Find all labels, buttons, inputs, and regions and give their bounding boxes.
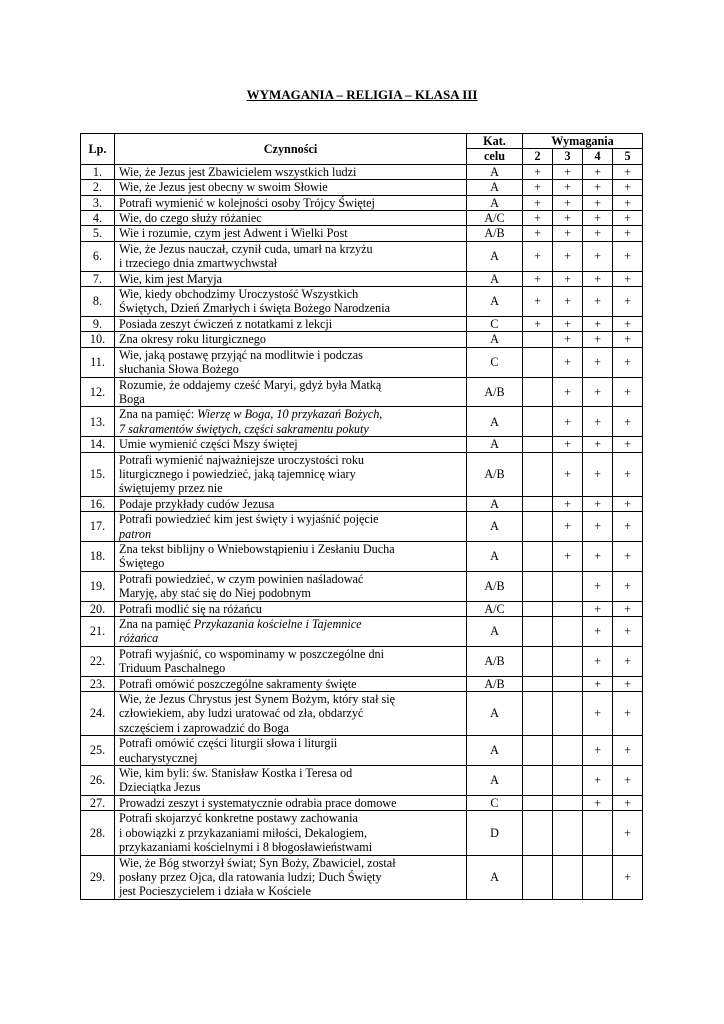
requirement-mark: +: [523, 211, 553, 226]
row-description: [115, 377, 467, 407]
requirement-mark: +: [583, 452, 613, 496]
requirement-mark: [523, 646, 553, 676]
row-category: A: [467, 407, 523, 437]
description-text: Wie, że Jezus jest Zbawicielem wszystkich ludzi: [119, 164, 357, 179]
table-row: [81, 855, 643, 899]
row-category: A: [467, 736, 523, 766]
requirement-mark: [553, 692, 583, 736]
row-category: A: [467, 241, 523, 271]
header-col-3: 3: [553, 149, 583, 164]
requirement-mark: +: [583, 226, 613, 241]
requirement-mark: [523, 407, 553, 437]
description-text: Wie, do czego służy różaniec: [119, 211, 262, 226]
requirement-mark: +: [553, 452, 583, 496]
requirement-mark: [553, 811, 583, 855]
row-description: [115, 452, 467, 496]
description-text: Potrafi omówić poszczególne sakramenty święte: [119, 676, 357, 691]
row-category: A/B: [467, 452, 523, 496]
requirement-mark: +: [523, 316, 553, 331]
row-description: [115, 271, 467, 286]
requirement-mark: +: [613, 377, 643, 407]
requirement-mark: +: [613, 211, 643, 226]
requirement-mark: +: [583, 316, 613, 331]
row-number: 20.: [81, 601, 115, 616]
row-number: 21.: [81, 617, 115, 647]
row-description: [115, 211, 467, 226]
requirement-mark: +: [583, 287, 613, 317]
table-row: [81, 795, 643, 810]
row-category: C: [467, 316, 523, 331]
requirement-mark: +: [613, 195, 643, 210]
requirement-mark: [523, 347, 553, 377]
requirement-mark: +: [553, 512, 583, 542]
requirement-mark: [523, 766, 553, 796]
description-text: Wie, jaką postawę przyjąć na modlitwie i podczas słuchania Słowa Bożego: [119, 347, 363, 377]
requirements-table: [80, 133, 643, 900]
row-description: [115, 347, 467, 377]
row-number: 3.: [81, 195, 115, 210]
table-row: [81, 437, 643, 452]
requirement-mark: +: [583, 241, 613, 271]
row-description: [115, 164, 467, 179]
requirement-mark: [553, 736, 583, 766]
requirement-mark: +: [613, 347, 643, 377]
row-number: 16.: [81, 496, 115, 511]
row-number: 7.: [81, 271, 115, 286]
row-description: [115, 617, 467, 647]
description-text: Wie, kim jest Maryja: [119, 271, 223, 286]
requirement-mark: [523, 855, 553, 899]
row-category: A: [467, 496, 523, 511]
row-category: A: [467, 617, 523, 647]
row-category: A/B: [467, 646, 523, 676]
row-category: C: [467, 795, 523, 810]
requirement-mark: +: [583, 795, 613, 810]
header-kat: Kat.: [467, 134, 523, 149]
row-category: A/B: [467, 226, 523, 241]
header-celu: celu: [467, 149, 523, 164]
requirement-mark: +: [613, 541, 643, 571]
requirement-mark: +: [583, 437, 613, 452]
row-description: [115, 226, 467, 241]
row-description: [115, 646, 467, 676]
description-text: patron: [119, 526, 152, 541]
requirement-mark: +: [613, 646, 643, 676]
requirement-mark: [553, 617, 583, 647]
row-category: A: [467, 855, 523, 899]
requirement-mark: +: [553, 211, 583, 226]
description-text: Potrafi powiedzieć kim jest święty i wyjaśnić pojęcie: [119, 512, 379, 527]
row-category: A: [467, 164, 523, 179]
row-category: A: [467, 766, 523, 796]
row-number: 13.: [81, 407, 115, 437]
row-category: D: [467, 811, 523, 855]
row-number: 1.: [81, 164, 115, 179]
table-row: [81, 195, 643, 210]
row-description: [115, 241, 467, 271]
requirement-mark: +: [613, 226, 643, 241]
description-text: Wie, kiedy obchodzimy Uroczystość Wszystkich Świętych, Dzień Zmarłych i święta Bożego Narodzenia: [119, 287, 391, 316]
requirement-mark: +: [553, 496, 583, 511]
requirement-mark: +: [583, 512, 613, 542]
table-row: [81, 736, 643, 766]
requirement-mark: +: [553, 180, 583, 195]
requirement-mark: +: [583, 766, 613, 796]
row-description: [115, 407, 467, 437]
row-number: 9.: [81, 316, 115, 331]
requirement-mark: +: [523, 271, 553, 286]
description-text: Wie, że Bóg stworzył świat; Syn Boży, Zbawiciel, został posłany przez Ojca, dla ratowania ludzi; Duch Święty jest Pocieszycielem i działa w Kościele: [119, 855, 396, 899]
row-description: [115, 287, 467, 317]
requirement-mark: +: [553, 287, 583, 317]
requirement-mark: [523, 452, 553, 496]
row-number: 27.: [81, 795, 115, 810]
row-number: 4.: [81, 211, 115, 226]
row-category: A/B: [467, 571, 523, 601]
description-text: Potrafi powiedzieć, w czym powinien naśladować Maryję, aby stać się do Niej podobnym: [119, 571, 364, 601]
requirement-mark: [553, 601, 583, 616]
table-row: [81, 617, 643, 647]
requirement-mark: +: [613, 437, 643, 452]
requirement-mark: [583, 855, 613, 899]
row-category: A: [467, 332, 523, 347]
header-wymagania: Wymagania: [523, 134, 643, 149]
header-col-2: 2: [523, 149, 553, 164]
requirement-mark: [553, 766, 583, 796]
requirement-mark: +: [613, 601, 643, 616]
description-text: Rozumie, że oddajemy cześć Maryi, gdyż była Matką Boga: [119, 377, 382, 406]
requirement-mark: [523, 795, 553, 810]
requirement-mark: +: [553, 316, 583, 331]
description-text: Zna okresy roku liturgicznego: [119, 332, 266, 347]
table-row: [81, 407, 643, 437]
description-text: Wie, że Jezus Chrystus jest Synem Bożym, który stał się człowiekiem, aby ludzi uratować od zła, obdarzyć szczęściem i zaprowadzić do Boga: [119, 692, 396, 735]
row-category: A: [467, 541, 523, 571]
row-description: [115, 795, 467, 810]
requirement-mark: [553, 676, 583, 691]
requirement-mark: +: [553, 407, 583, 437]
table-row: [81, 332, 643, 347]
row-number: 8.: [81, 287, 115, 317]
requirement-mark: [523, 736, 553, 766]
row-description: [115, 855, 467, 899]
requirement-mark: +: [553, 541, 583, 571]
table-row: [81, 180, 643, 195]
requirement-mark: +: [583, 617, 613, 647]
requirement-mark: [523, 377, 553, 407]
requirement-mark: +: [553, 332, 583, 347]
description-text: Posiada zeszyt ćwiczeń z notatkami z lekcji: [119, 316, 333, 331]
requirement-mark: [523, 512, 553, 542]
row-number: 10.: [81, 332, 115, 347]
header-col-4: 4: [583, 149, 613, 164]
requirement-mark: +: [613, 766, 643, 796]
requirement-mark: +: [613, 811, 643, 855]
row-category: A: [467, 271, 523, 286]
requirement-mark: +: [583, 676, 613, 691]
description-text: Wie i rozumie, czym jest Adwent i Wielki Post: [119, 226, 348, 241]
requirement-mark: +: [583, 347, 613, 377]
requirement-mark: +: [553, 271, 583, 286]
requirement-mark: +: [613, 855, 643, 899]
requirement-mark: [553, 646, 583, 676]
requirement-mark: +: [583, 195, 613, 210]
requirement-mark: +: [553, 377, 583, 407]
description-text: Umie wymienić części Mszy świętej: [119, 437, 298, 452]
row-number: 28.: [81, 811, 115, 855]
requirement-mark: [523, 811, 553, 855]
row-description: [115, 692, 467, 736]
row-number: 15.: [81, 452, 115, 496]
row-number: 19.: [81, 571, 115, 601]
row-description: [115, 195, 467, 210]
row-description: [115, 541, 467, 571]
requirement-mark: [523, 601, 553, 616]
description-text: Potrafi omówić części liturgii słowa i liturgii eucharystycznej: [119, 736, 338, 765]
row-number: 11.: [81, 347, 115, 377]
table-row: [81, 271, 643, 286]
page-title: WYMAGANIA – RELIGIA – KLASA III: [246, 87, 478, 102]
description-text: Zna na pamięć: [119, 617, 194, 631]
row-description: [115, 571, 467, 601]
requirement-mark: +: [613, 271, 643, 286]
requirement-mark: +: [523, 180, 553, 195]
header-czynnosci: Czynności: [115, 134, 467, 165]
row-category: A/B: [467, 377, 523, 407]
requirement-mark: [523, 332, 553, 347]
requirement-mark: [523, 571, 553, 601]
row-number: 22.: [81, 646, 115, 676]
requirement-mark: +: [613, 676, 643, 691]
table-row: [81, 811, 643, 855]
description-text: Potrafi skojarzyć konkretne postawy zachowania i obowiązki z przykazaniami miłości, Dekalogiem, przykazaniami kościelnymi i 8 błogosławieństwami: [119, 811, 373, 855]
description-text: Prowadzi zeszyt i systematycznie odrabia prace domowe: [119, 795, 397, 810]
requirement-mark: +: [583, 496, 613, 511]
row-description: [115, 676, 467, 691]
row-description: [115, 766, 467, 796]
row-category: A/C: [467, 601, 523, 616]
row-category: A: [467, 692, 523, 736]
requirement-mark: +: [553, 226, 583, 241]
requirement-mark: +: [613, 241, 643, 271]
row-description: [115, 332, 467, 347]
table-row: [81, 226, 643, 241]
row-number: 17.: [81, 512, 115, 542]
row-number: 18.: [81, 541, 115, 571]
table-row: [81, 211, 643, 226]
row-number: 23.: [81, 676, 115, 691]
requirement-mark: +: [613, 617, 643, 647]
description-text: Zna na pamięć:: [119, 407, 198, 422]
requirement-mark: +: [553, 347, 583, 377]
description-text: Potrafi modlić się na różańcu: [119, 601, 262, 616]
row-number: 25.: [81, 736, 115, 766]
table-row: [81, 316, 643, 331]
requirement-mark: [553, 795, 583, 810]
row-description: [115, 512, 467, 542]
requirement-mark: +: [523, 241, 553, 271]
requirement-mark: +: [583, 211, 613, 226]
description-text: Wie, kim byli: św. Stanisław Kostka i Teresa od Dzieciątka Jezus: [119, 766, 353, 795]
requirement-mark: +: [613, 512, 643, 542]
table-row: [81, 452, 643, 496]
row-description: [115, 601, 467, 616]
requirement-mark: +: [583, 332, 613, 347]
requirement-mark: +: [613, 332, 643, 347]
table-row: [81, 646, 643, 676]
description-text: Podaje przykłady cudów Jezusa: [119, 496, 275, 511]
requirement-mark: +: [523, 164, 553, 179]
table-row: [81, 377, 643, 407]
requirement-mark: [523, 496, 553, 511]
table-row: [81, 676, 643, 691]
table-body: [81, 164, 643, 899]
table-row: [81, 241, 643, 271]
header-lp: Lp.: [81, 134, 115, 165]
table-row: [81, 347, 643, 377]
row-description: [115, 180, 467, 195]
requirement-mark: +: [613, 452, 643, 496]
requirement-mark: +: [553, 164, 583, 179]
requirement-mark: +: [583, 180, 613, 195]
requirement-mark: +: [613, 164, 643, 179]
description-text: Potrafi wymienić najważniejsze uroczystości roku liturgicznego i powiedzieć, jaką tajemnicę wiary świętujemy przez nie: [119, 452, 365, 496]
description-text: Potrafi wyjaśnić, co wspominamy w poszczególne dni Triduum Paschalnego: [119, 646, 385, 676]
requirement-mark: +: [583, 164, 613, 179]
description-text: Przykazania kościelne i Tajemnice różańca: [119, 617, 362, 646]
requirement-mark: +: [613, 571, 643, 601]
requirement-mark: [523, 676, 553, 691]
table-row: [81, 601, 643, 616]
row-number: 24.: [81, 692, 115, 736]
requirement-mark: [523, 692, 553, 736]
description-text: Wie, że Jezus jest obecny w swoim Słowie: [119, 180, 328, 195]
description-text: Potrafi wymienić w kolejności osoby Trójcy Świętej: [119, 195, 375, 210]
requirement-mark: +: [583, 407, 613, 437]
row-number: 2.: [81, 180, 115, 195]
table-row: [81, 766, 643, 796]
row-number: 6.: [81, 241, 115, 271]
row-number: 29.: [81, 855, 115, 899]
row-category: A/C: [467, 211, 523, 226]
requirement-mark: [553, 571, 583, 601]
requirement-mark: +: [583, 736, 613, 766]
table-row: [81, 496, 643, 511]
requirement-mark: +: [613, 736, 643, 766]
requirement-mark: +: [523, 287, 553, 317]
row-description: [115, 496, 467, 511]
requirement-mark: +: [583, 571, 613, 601]
header-col-5: 5: [613, 149, 643, 164]
requirement-mark: +: [583, 692, 613, 736]
row-category: A: [467, 180, 523, 195]
row-number: 26.: [81, 766, 115, 796]
requirement-mark: +: [613, 180, 643, 195]
requirement-mark: +: [553, 241, 583, 271]
requirement-mark: +: [613, 407, 643, 437]
requirement-mark: [553, 855, 583, 899]
row-category: A: [467, 512, 523, 542]
requirement-mark: +: [613, 287, 643, 317]
row-category: A: [467, 195, 523, 210]
requirement-mark: +: [583, 601, 613, 616]
requirement-mark: +: [523, 226, 553, 241]
requirement-mark: [523, 617, 553, 647]
row-description: [115, 316, 467, 331]
table-row: [81, 692, 643, 736]
requirement-mark: +: [583, 271, 613, 286]
requirement-mark: +: [613, 692, 643, 736]
requirement-mark: +: [583, 377, 613, 407]
requirement-mark: +: [583, 541, 613, 571]
row-description: [115, 437, 467, 452]
description-text: Wierzę w Boga, 10 przykazań Bożych, 7 sakramentów świętych, części sakramentu pokuty: [119, 407, 383, 436]
requirement-mark: [523, 541, 553, 571]
table-row: [81, 571, 643, 601]
table-row: [81, 164, 643, 179]
row-number: 5.: [81, 226, 115, 241]
requirement-mark: +: [583, 646, 613, 676]
requirement-mark: +: [553, 195, 583, 210]
description-text: Wie, że Jezus nauczał, czynił cuda, umarł na krzyżu i trzeciego dnia zmartwychwstał: [119, 241, 373, 271]
row-category: C: [467, 347, 523, 377]
requirement-mark: +: [613, 496, 643, 511]
row-category: A: [467, 437, 523, 452]
requirement-mark: +: [523, 195, 553, 210]
description-text: Zna tekst biblijny o Wniebowstąpieniu i Zesłaniu Ducha Świętego: [119, 541, 395, 571]
requirement-mark: [583, 811, 613, 855]
requirement-mark: [523, 437, 553, 452]
requirement-mark: +: [553, 437, 583, 452]
row-description: [115, 811, 467, 855]
row-description: [115, 736, 467, 766]
table-row: [81, 287, 643, 317]
requirement-mark: +: [613, 316, 643, 331]
row-number: 12.: [81, 377, 115, 407]
row-number: 14.: [81, 437, 115, 452]
table-row: [81, 541, 643, 571]
row-category: A: [467, 287, 523, 317]
table-row: [81, 512, 643, 542]
row-category: A/B: [467, 676, 523, 691]
requirement-mark: +: [613, 795, 643, 810]
